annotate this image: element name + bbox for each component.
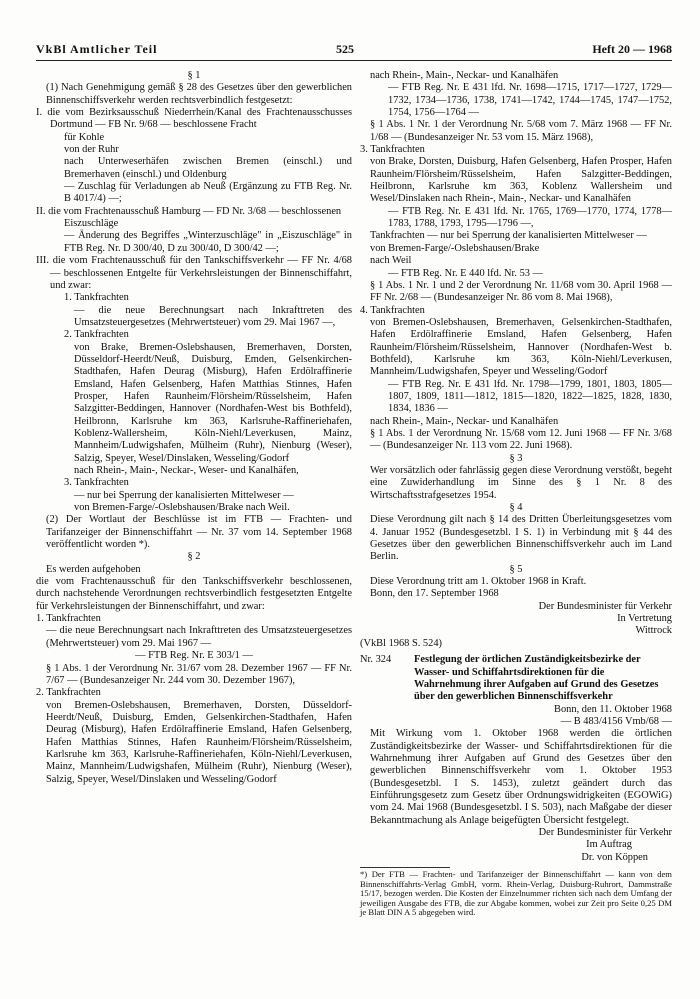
page-number: 525 (336, 42, 354, 56)
right-col-paragraph: — FTB Reg. Nr. E 431 lfd. Nr. 1698—1715, 1717—1727, 1729—1732, 1734—1736, 1738, 1741—1742, 1744—1745, 1747—1752, 1754, 1756—1764 — (388, 82, 672, 119)
right-col-paragraph: — FTB Reg. Nr. E 431 lfd. Nr. 1765, 1769—1770, 1774, 1778—1783, 1788, 1793, 1795—1796 —, (388, 205, 672, 230)
left-col-paragraph: § 2 (187, 551, 201, 563)
left-col-paragraph: — nur bei Sperrung der kanalisierten Mittelweser — (74, 489, 294, 501)
right-column-text (360, 70, 672, 650)
right-col-paragraph: nach Rhein-, Main-, Neckar- und Kanalhäfen (370, 415, 559, 427)
left-col-paragraph: 1. Tankfrachten (64, 292, 129, 304)
right-col-paragraph: Diese Verordnung gilt nach § 14 des Dritten Überleitungsgesetzes vom 4. Januar 1952 (Bundesgesetzbl. I S. 1) in Verbindung mit § 44 des Gesetzes über den gewerblichen Binnenschiffsverkehr auch im Land Berlin. (370, 514, 672, 563)
left-col-paragraph: — Zuschlag für Verladungen ab Neuß (Ergänzung zu FTB Reg. Nr. B 4017/4) —; (64, 181, 352, 205)
right-col-paragraph: — FTB Reg. Nr. E 440 lfd. Nr. 53 — (388, 267, 543, 279)
right-col-paragraph: § 3 (509, 452, 523, 464)
right-col-paragraph: Bonn, den 17. September 1968 (370, 588, 499, 600)
right-col-paragraph: § 5 (509, 563, 523, 575)
left-col-paragraph: (2) Der Wortlaut der Beschlüsse ist im FTB — Frachten- und Tarifanzeiger der Binnenschiffahrt — Nr. 37 vom 14. September 1968 veröffentlicht worden *). (46, 514, 352, 551)
issue-label: Heft 20 — 1968 (592, 42, 672, 56)
right-col-paragraph: Wittrock (635, 625, 672, 637)
notice-324-heading (360, 654, 672, 703)
right-col-paragraph: nach Weil (370, 255, 412, 267)
left-col-paragraph: von Bremen-Oslebshausen, Bremerhaven, Dorsten, Düsseldorf-Heerdt/Neuß, Duisburg, Emden, Gelsenkirchen-Stadthafen, Hafen Deurag (Misburg), Hafen Erdölraffinerie Emsland, Hafen Gelsenberg, Hafen Matthias Stinnes, Hafen Raunheim/Flörsheim/Rüsselsheim, Karlsruhe km 363, Karlsruhe-Raffineriehafen, Köln-Niehl/Leverkusen, Mainz, Mannheim/Ludwigshafen, Mülheim (Ruhr), Nienburg (Weser), Salzig, Speyer, Wesel/Dinslaken und Wesseling/Godorf (46, 699, 352, 785)
left-col-paragraph: § 1 Abs. 1 der Verordnung Nr. 31/67 vom 28. Dezember 1967 — FF Nr. 7/67 — (Bundesanzeiger Nr. 244 vom 30. Dezember 1967), (46, 662, 352, 686)
left-col-paragraph: von der Ruhr (64, 144, 119, 156)
right-col-paragraph: — FTB Reg. Nr. E 431 lfd. Nr. 1798—1799, 1801, 1803, 1805—1807, 1809, 1811—1812, 1815—1820, 1822—1825, 1828, 1830, 1834, 1836 — (388, 378, 672, 415)
journal-title: VkBl Amtlicher Teil (36, 42, 158, 56)
left-col-paragraph: § 1 (187, 70, 201, 81)
left-col-paragraph: nach Rhein-, Main-, Neckar-, Weser- und Kanalhäfen, (74, 465, 299, 476)
left-col-paragraph: — Änderung des Begriffes „Winterzuschläge" in „Eiszuschläge" in FTB Reg. Nr. D 300/40, D zu 300/40, D 300/42 —; (64, 230, 352, 254)
notice-reference: — B 483/4156 Vmb/68 — (560, 715, 672, 727)
left-col-paragraph: 2. Tankfrachten (36, 687, 101, 699)
right-col-paragraph: § 1 Abs. 1 Nr. 1 und 2 der Verordnung Nr. 11/68 vom 30. April 1968 — FF Nr. 2/68 — (Bundesanzeiger Nr. 86 vom 8. Mai 1968), (370, 279, 672, 304)
left-col-paragraph: 1. Tankfrachten (36, 613, 101, 625)
left-col-paragraph: — FTB Reg. Nr. E 303/1 — (135, 650, 253, 662)
right-column (360, 70, 672, 918)
left-col-paragraph: — die neue Berechnungsart nach Inkrafttreten des Umsatzsteuergesetzes (Mehrwertsteuer) vom 29. Mai 1967 — (46, 625, 352, 649)
left-column (36, 70, 352, 786)
right-col-paragraph: Der Bundesminister für Verkehr (538, 600, 672, 612)
left-col-paragraph: — die neue Berechnungsart nach Inkrafttreten des Umsatzsteuergesetzes (Mehrwertsteuer) vom 29. Mai 1967 —, (74, 304, 352, 328)
left-col-paragraph: III. die vom Frachtenausschuß für den Tankschiffsverkehr — FF Nr. 4/68 — beschlossenen Entgelte für Verkehrsleistungen der Binnenschiffahrt, und zwar: (36, 255, 352, 291)
signature-line-2: Im Auftrag (586, 839, 632, 851)
left-col-paragraph: Eiszuschläge (64, 218, 119, 230)
signature-line-3: Dr. von Köppen (581, 851, 648, 863)
page-header (36, 42, 672, 58)
right-col-paragraph: von Bremen-Farge/-Oslebshausen/Brake (370, 242, 540, 254)
right-col-paragraph: Diese Verordnung tritt am 1. Oktober 1968 in Kraft. (370, 576, 587, 588)
right-col-paragraph: nach Rhein-, Main-, Neckar- und Kanalhäfen (370, 70, 559, 81)
right-col-paragraph: Tankfrachten — nur bei Sperrung der kanalisierten Mittelweser — (370, 230, 647, 242)
right-col-paragraph: § 4 (509, 502, 523, 514)
left-col-paragraph: (1) Nach Genehmigung gemäß § 28 des Gesetzes über den gewerblichen Binnenschiffsverkehr werden rechtsverbindlich festgesetzt: (46, 82, 352, 106)
right-col-paragraph: In Vertretung (617, 613, 672, 625)
notice-title: Festlegung der örtlichen Zuständigkeitsbezirke der Wasser- und Schiffahrtsdirektionen für die Wahrnehmung ihrer Aufgaben auf Grund des Gesetzes über den gewerblichen Binnenschiffsverkehr (414, 654, 659, 703)
notice-date: Bonn, den 11. Oktober 1968 (554, 703, 672, 715)
left-col-paragraph: die vom Frachtenausschuß für den Tankschiffsverkehr beschlossenen, durch nachstehende Verordnungen rechtsverbindlich festgesetzten Entgelte für Verkehrsleistungen der Binnenschiffahrt, und zwar: (36, 576, 352, 612)
left-col-paragraph: von Brake, Bremen-Oslebshausen, Bremerhaven, Dorsten, Düsseldorf-Heerdt/Neuß, Duisburg, Emden, Gelsenkirchen-Stadthafen, Hafen Deurag (Misburg), Hafen Erdölraffinerie Emsland, Hafen Gelsenberg, Hafen Matthias Stinnes, Hafen Prosper, Hafen Raunheim/Flörsheim/Rüsselsheim, Hafen Salzgitter-Beddingen, Hannover (Nordhafen-West bis Bothfeld), Heilbronn, Karlsruhe km 363, Karlsruhe-Raffineriehafen, Koblenz-Wallersheim, Köln-Niehl/Leverkusen, Mainz, Mannheim/Ludwigshafen, Mülheim (Ruhr), Nienburg (Weser), Salzig, Speyer, Wesel/Dinslaken, Wesseling/Godorf (74, 341, 352, 464)
notice-number: Nr. 324 (360, 654, 392, 666)
right-col-paragraph: § 1 Abs. 1 Nr. 1 der Verordnung Nr. 5/68 vom 7. März 1968 — FF Nr. 1/68 — (Bundesanzeiger Nr. 53 vom 15. März 1968), (370, 119, 672, 143)
right-col-paragraph: Wer vorsätzlich oder fahrlässig gegen diese Verordnung verstößt, begeht eine Zuwiderhandlung im Sinne des § 1 Nr. 8 des Wirtschaftsstrafgesetzes 1954. (370, 465, 672, 501)
left-col-paragraph: für Kohle (64, 131, 105, 143)
header-rule (36, 60, 672, 61)
right-col-paragraph: § 1 Abs. 1 der Verordnung Nr. 15/68 vom 12. Juni 1968 — FF Nr. 3/68 — (Bundesanzeiger Nr. 113 vom 22. Juni 1968). (370, 427, 672, 452)
footnote: *) Der FTB — Frachten- und Tarifanzeiger der Binnenschiffahrt — kann von dem Binnenschiffahrts-Verlag GmbH, vorm. Rhein-Verlag, Duisburg-Ruhrort, Dammstraße 15/17, bezogen werden. Die Kosten der Einzelnummer richten sich nach dem Umfang der jeweiligen Ausgabe des FTB, die zur Abgabe kommen, wobei zur Zeit pro Seite 0,25 DM je Blatt DIN A 5 abgegeben wird. (360, 869, 672, 918)
right-col-paragraph: 3. Tankfrachten (360, 144, 425, 156)
footnote-rule (360, 867, 450, 868)
left-col-paragraph: II. die vom Frachtenausschuß Hamburg — FD Nr. 3/68 — beschlossenen (36, 205, 342, 217)
left-col-paragraph: 3. Tankfrachten (64, 477, 129, 489)
signature-line-1: Der Bundesminister für Verkehr (538, 826, 672, 838)
right-col-paragraph: (VkBl 1968 S. 524) (360, 637, 442, 649)
right-col-paragraph: von Brake, Dorsten, Duisburg, Hafen Gelsenberg, Hafen Prosper, Hafen Raunheim/Flörsheim/Rüsselsheim, Hafen Salzgitter-Beddingen, Heilbronn, Karlsruhe km 363, Koblenz Wallersheim und Wesel/Dinslaken nach Rhein-, Main-, Neckar- und Kanalhäfen (370, 156, 672, 205)
left-col-paragraph: Es werden aufgehoben (46, 563, 141, 575)
left-col-paragraph: nach Unterweserhäfen zwischen Bremen (einschl.) und Bremerhaven (einschl.) und Oldenburg (64, 156, 352, 180)
right-col-paragraph: von Bremen-Oslebshausen, Bremerhaven, Gelsenkirchen-Stadthafen, Hafen Erdölraffinerie Emsland, Hafen Gelsenberg, Hafen Raunheim/Flörsheim/Rüsselsheim, Hannover (Nordhafen-West b. Bothfeld), Karlsruhe km 363, Köln-Niehl/Leverkusen, Mannheim/Ludwigshafen, Speyer und Wesseling/Godorf (370, 316, 672, 378)
left-col-paragraph: von Bremen-Farge/-Oslebshausen/Brake nach Weil. (74, 502, 290, 514)
right-col-paragraph: 4. Tankfrachten (360, 304, 425, 316)
left-col-paragraph: 2. Tankfrachten (64, 329, 129, 341)
notice-body: Mit Wirkung vom 1. Oktober 1968 werden die örtlichen Zuständigkeitsbezirke der Wasser- und Schiffahrtsdirektionen für die Wahrnehmung ihrer Aufgaben auf Grund des Gesetzes über den gewerblichen Binnenschiffsverkehr vom 1. Oktober 1953 (Bundesgesetzbl. I S. 1453), zuletzt geändert durch das Einführungsgesetz zum Gesetz über Ordnungswidrigkeiten (EGOWiG) vom 24. Mai 1968 (Bundesgesetzbl. I S. 503), nach Maßgabe der dieser Bekanntmachung als Anlage beigefügten Übersicht festgelegt. (370, 728, 672, 826)
left-col-paragraph: I. die vom Bezirksausschuß Niederrhein/Kanal des Frachtenausschusses Dortmund — FB Nr. 9/68 — beschlossene Fracht (36, 107, 352, 131)
